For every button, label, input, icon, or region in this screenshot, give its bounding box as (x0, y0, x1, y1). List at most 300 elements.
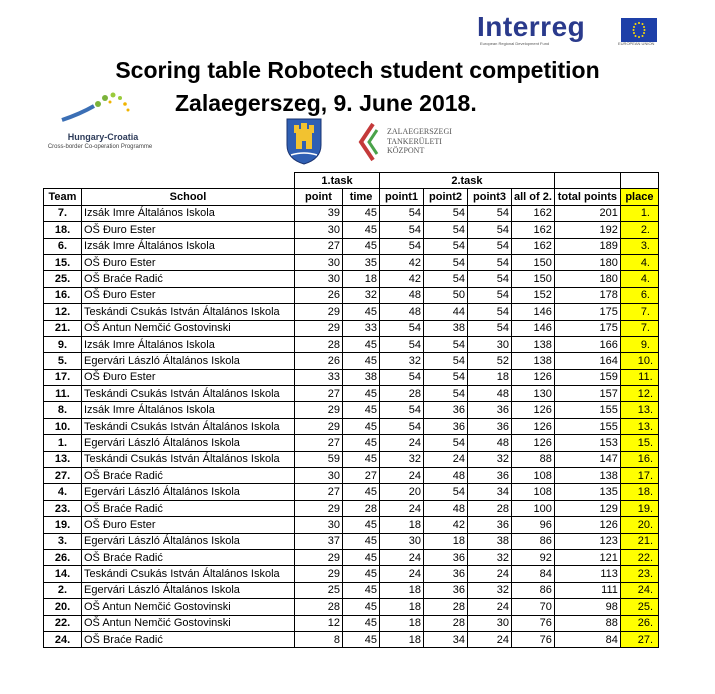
point2-cell: 54 (424, 484, 468, 500)
table-row (44, 631, 659, 647)
school-cell: Egervári László Általános Iskola (82, 582, 295, 598)
point2-cell: 44 (424, 304, 468, 320)
point2-cell: 54 (424, 222, 468, 238)
team-cell: 8. (44, 402, 82, 418)
col-point2: point2 (424, 189, 468, 205)
place-cell: 27. (620, 631, 658, 647)
place-cell: 13. (620, 418, 658, 434)
table-row (44, 287, 659, 303)
total-points-cell: 138 (554, 468, 620, 484)
table-row (44, 418, 659, 434)
school-cell: OŠ Đuro Ester (82, 254, 295, 270)
point2-cell: 54 (424, 435, 468, 451)
place-cell: 24. (620, 582, 658, 598)
point3-cell: 30 (468, 615, 512, 631)
task1-time-cell: 45 (343, 304, 380, 320)
point1-cell: 20 (380, 484, 424, 500)
team-cell: 7. (44, 205, 82, 221)
school-cell: OŠ Braće Radić (82, 271, 295, 287)
all2-cell: 126 (512, 369, 555, 385)
total-points-cell: 113 (554, 566, 620, 582)
table-row (44, 517, 659, 533)
point1-cell: 24 (380, 549, 424, 565)
point2-cell: 48 (424, 468, 468, 484)
table-row (44, 582, 659, 598)
place-cell: 11. (620, 369, 658, 385)
school-cell: OŠ Đuro Ester (82, 222, 295, 238)
task1-point-cell: 29 (295, 549, 343, 565)
task1-time-cell: 45 (343, 549, 380, 565)
school-cell: OŠ Antun Nemčić Gostovinski (82, 320, 295, 336)
point1-cell: 54 (380, 320, 424, 336)
school-cell: Egervári László Általános Iskola (82, 435, 295, 451)
team-cell: 26. (44, 549, 82, 565)
point2-cell: 48 (424, 500, 468, 516)
task1-time-cell: 45 (343, 336, 380, 352)
table-row (44, 205, 659, 221)
program-subtitle: Cross-border Co-operation Programme (47, 144, 153, 150)
all2-cell: 86 (512, 582, 555, 598)
school-cell: OŠ Antun Nemčić Gostovinski (82, 615, 295, 631)
task1-point-cell: 27 (295, 386, 343, 402)
point1-cell: 48 (380, 287, 424, 303)
table-row (44, 533, 659, 549)
point1-cell: 28 (380, 386, 424, 402)
table-row (44, 566, 659, 582)
school-cell: Egervári László Általános Iskola (82, 533, 295, 549)
team-cell: 12. (44, 304, 82, 320)
task1-time-cell: 45 (343, 582, 380, 598)
total-points-cell: 175 (554, 320, 620, 336)
point2-cell: 54 (424, 369, 468, 385)
total-points-cell: 153 (554, 435, 620, 451)
eu-flag-icon (621, 18, 657, 42)
column-header-row (44, 189, 659, 205)
place-cell: 22. (620, 549, 658, 565)
point3-cell: 32 (468, 451, 512, 467)
point3-cell: 36 (468, 468, 512, 484)
task1-point-cell: 37 (295, 533, 343, 549)
total-points-cell: 157 (554, 386, 620, 402)
all2-cell: 146 (512, 320, 555, 336)
team-cell: 10. (44, 418, 82, 434)
tankeruleti-kozpont-name (387, 127, 452, 156)
place-cell: 20. (620, 517, 658, 533)
point2-cell: 54 (424, 336, 468, 352)
point1-cell: 54 (380, 336, 424, 352)
point2-cell: 42 (424, 517, 468, 533)
task1-point-cell: 28 (295, 599, 343, 615)
place-cell: 4. (620, 254, 658, 270)
point1-cell: 18 (380, 631, 424, 647)
task1-time-cell: 35 (343, 254, 380, 270)
task1-point-cell: 26 (295, 287, 343, 303)
task1-point-cell: 27 (295, 435, 343, 451)
total-points-cell: 155 (554, 402, 620, 418)
empty-header-cell (554, 173, 620, 189)
col-place: place (620, 189, 658, 205)
point3-cell: 48 (468, 386, 512, 402)
school-cell: Teskándi Csukás István Általános Iskola (82, 418, 295, 434)
place-cell: 25. (620, 599, 658, 615)
all2-cell: 126 (512, 435, 555, 451)
task1-point-cell: 26 (295, 353, 343, 369)
total-points-cell: 126 (554, 517, 620, 533)
point1-cell: 48 (380, 304, 424, 320)
point1-cell: 54 (380, 418, 424, 434)
task1-point-cell: 29 (295, 402, 343, 418)
table-row (44, 336, 659, 352)
total-points-cell: 147 (554, 451, 620, 467)
point1-cell: 32 (380, 451, 424, 467)
task1-point-cell: 12 (295, 615, 343, 631)
total-points-cell: 192 (554, 222, 620, 238)
school-cell: Egervári László Általános Iskola (82, 353, 295, 369)
point1-cell: 30 (380, 533, 424, 549)
total-points-cell: 135 (554, 484, 620, 500)
place-cell: 9. (620, 336, 658, 352)
point3-cell: 48 (468, 435, 512, 451)
all2-cell: 162 (512, 222, 555, 238)
point3-cell: 54 (468, 320, 512, 336)
point1-cell: 42 (380, 271, 424, 287)
blank-header-cell (44, 173, 295, 189)
task1-time-cell: 45 (343, 451, 380, 467)
total-points-cell: 159 (554, 369, 620, 385)
task1-time-cell: 45 (343, 533, 380, 549)
point3-cell: 18 (468, 369, 512, 385)
team-cell: 13. (44, 451, 82, 467)
team-cell: 18. (44, 222, 82, 238)
place-cell: 18. (620, 484, 658, 500)
task1-point-cell: 59 (295, 451, 343, 467)
task1-point-cell: 30 (295, 271, 343, 287)
table-row (44, 549, 659, 565)
total-points-cell: 178 (554, 287, 620, 303)
team-cell: 24. (44, 631, 82, 647)
point2-cell: 28 (424, 599, 468, 615)
team-cell: 9. (44, 336, 82, 352)
total-points-cell: 111 (554, 582, 620, 598)
team-cell: 5. (44, 353, 82, 369)
all2-cell: 108 (512, 468, 555, 484)
point1-cell: 54 (380, 402, 424, 418)
point1-cell: 18 (380, 599, 424, 615)
col-time: time (343, 189, 380, 205)
total-points-cell: 98 (554, 599, 620, 615)
total-points-cell: 180 (554, 254, 620, 270)
team-cell: 6. (44, 238, 82, 254)
kz-line-3: KÖZPONT (387, 146, 425, 155)
school-cell: OŠ Braće Radić (82, 500, 295, 516)
point2-cell: 38 (424, 320, 468, 336)
point1-cell: 54 (380, 222, 424, 238)
place-cell: 1. (620, 205, 658, 221)
school-cell: Izsák Imre Általános Iskola (82, 402, 295, 418)
all2-cell: 130 (512, 386, 555, 402)
total-points-cell: 164 (554, 353, 620, 369)
table-row (44, 353, 659, 369)
all2-cell: 138 (512, 353, 555, 369)
point2-cell: 54 (424, 271, 468, 287)
team-cell: 23. (44, 500, 82, 516)
total-points-cell: 175 (554, 304, 620, 320)
point3-cell: 54 (468, 238, 512, 254)
point3-cell: 54 (468, 205, 512, 221)
point3-cell: 24 (468, 599, 512, 615)
total-points-cell: 155 (554, 418, 620, 434)
task1-point-cell: 29 (295, 320, 343, 336)
total-points-cell: 88 (554, 615, 620, 631)
all2-cell: 70 (512, 599, 555, 615)
point3-cell: 32 (468, 582, 512, 598)
point3-cell: 24 (468, 566, 512, 582)
task1-point-cell: 8 (295, 631, 343, 647)
all2-cell: 92 (512, 549, 555, 565)
place-cell: 6. (620, 287, 658, 303)
table-row (44, 484, 659, 500)
team-cell: 17. (44, 369, 82, 385)
table-row (44, 304, 659, 320)
place-cell: 15. (620, 435, 658, 451)
col-team: Team (44, 189, 82, 205)
point3-cell: 28 (468, 500, 512, 516)
task1-time-cell: 45 (343, 238, 380, 254)
table-row (44, 402, 659, 418)
task1-time-cell: 45 (343, 599, 380, 615)
table-row (44, 435, 659, 451)
task1-point-cell: 29 (295, 566, 343, 582)
point3-cell: 54 (468, 271, 512, 287)
point1-cell: 54 (380, 238, 424, 254)
point1-cell: 18 (380, 615, 424, 631)
all2-cell: 162 (512, 238, 555, 254)
point3-cell: 36 (468, 402, 512, 418)
program-name: Hungary-Croatia (67, 132, 139, 142)
task1-time-cell: 45 (343, 615, 380, 631)
total-points-cell: 84 (554, 631, 620, 647)
point3-cell: 32 (468, 549, 512, 565)
point3-cell: 24 (468, 631, 512, 647)
school-cell: OŠ Đuro Ester (82, 517, 295, 533)
point2-cell: 36 (424, 418, 468, 434)
place-cell: 7. (620, 320, 658, 336)
interreg-logo-text: Interreg (477, 11, 586, 42)
task1-time-cell: 45 (343, 353, 380, 369)
col-point3: point3 (468, 189, 512, 205)
page-subtitle: Zalaegerszeg, 9. June 2018. (175, 90, 477, 116)
total-points-cell: 201 (554, 205, 620, 221)
task1-time-cell: 45 (343, 631, 380, 647)
school-cell: OŠ Antun Nemčić Gostovinski (82, 599, 295, 615)
place-cell: 19. (620, 500, 658, 516)
point2-cell: 54 (424, 238, 468, 254)
team-cell: 1. (44, 435, 82, 451)
task1-time-cell: 45 (343, 484, 380, 500)
team-cell: 16. (44, 287, 82, 303)
team-cell: 25. (44, 271, 82, 287)
point1-cell: 24 (380, 566, 424, 582)
col-total: total points (554, 189, 620, 205)
task1-point-cell: 29 (295, 304, 343, 320)
table-row (44, 271, 659, 287)
point3-cell: 34 (468, 484, 512, 500)
table-row (44, 599, 659, 615)
table-row (44, 386, 659, 402)
point2-cell: 24 (424, 451, 468, 467)
place-cell: 23. (620, 566, 658, 582)
page-title: Scoring table Robotech student competition (115, 57, 600, 83)
table-row (44, 369, 659, 385)
point2-cell: 28 (424, 615, 468, 631)
task1-time-cell: 45 (343, 517, 380, 533)
point3-cell: 52 (468, 353, 512, 369)
tankeruleti-kozpont-logo-icon (357, 122, 379, 162)
team-cell: 27. (44, 468, 82, 484)
school-cell: Teskándi Csukás István Általános Iskola (82, 566, 295, 582)
point3-cell: 54 (468, 287, 512, 303)
all2-cell: 126 (512, 402, 555, 418)
task1-header: 1.task (295, 173, 380, 189)
col-point: point (295, 189, 343, 205)
school-cell: Izsák Imre Általános Iskola (82, 336, 295, 352)
total-points-cell: 123 (554, 533, 620, 549)
col-all2: all of 2. (512, 189, 555, 205)
point1-cell: 54 (380, 205, 424, 221)
task1-point-cell: 30 (295, 254, 343, 270)
point3-cell: 54 (468, 222, 512, 238)
school-cell: Egervári László Általános Iskola (82, 484, 295, 500)
point1-cell: 32 (380, 353, 424, 369)
total-points-cell: 189 (554, 238, 620, 254)
total-points-cell: 129 (554, 500, 620, 516)
point2-cell: 54 (424, 353, 468, 369)
point2-cell: 54 (424, 205, 468, 221)
task1-point-cell: 33 (295, 369, 343, 385)
point2-cell: 36 (424, 549, 468, 565)
point2-cell: 36 (424, 582, 468, 598)
task1-time-cell: 38 (343, 369, 380, 385)
all2-cell: 88 (512, 451, 555, 467)
task1-time-cell: 45 (343, 418, 380, 434)
table-row (44, 238, 659, 254)
task1-point-cell: 39 (295, 205, 343, 221)
team-cell: 21. (44, 320, 82, 336)
place-cell: 10. (620, 353, 658, 369)
school-cell: OŠ Đuro Ester (82, 369, 295, 385)
place-cell: 26. (620, 615, 658, 631)
school-cell: OŠ Braće Radić (82, 468, 295, 484)
all2-cell: 96 (512, 517, 555, 533)
school-cell: OŠ Braće Radić (82, 631, 295, 647)
all2-cell: 138 (512, 336, 555, 352)
school-cell: Teskándi Csukás István Általános Iskola (82, 386, 295, 402)
task1-point-cell: 29 (295, 500, 343, 516)
total-points-cell: 180 (554, 271, 620, 287)
place-cell: 21. (620, 533, 658, 549)
school-cell: Izsák Imre Általános Iskola (82, 238, 295, 254)
team-cell: 11. (44, 386, 82, 402)
total-points-cell: 166 (554, 336, 620, 352)
place-cell: 13. (620, 402, 658, 418)
task1-time-cell: 45 (343, 402, 380, 418)
school-cell: Teskándi Csukás István Általános Iskola (82, 304, 295, 320)
table-row (44, 320, 659, 336)
point1-cell: 24 (380, 500, 424, 516)
col-school: School (82, 189, 295, 205)
task1-point-cell: 28 (295, 336, 343, 352)
point2-cell: 36 (424, 402, 468, 418)
table-row (44, 451, 659, 467)
group-header-row (44, 173, 659, 189)
table-row (44, 254, 659, 270)
team-cell: 4. (44, 484, 82, 500)
all2-cell: 76 (512, 615, 555, 631)
all2-cell: 162 (512, 205, 555, 221)
point2-cell: 34 (424, 631, 468, 647)
point2-cell: 18 (424, 533, 468, 549)
table-row (44, 500, 659, 516)
task1-point-cell: 27 (295, 484, 343, 500)
team-cell: 2. (44, 582, 82, 598)
point1-cell: 24 (380, 468, 424, 484)
point3-cell: 38 (468, 533, 512, 549)
point2-cell: 36 (424, 566, 468, 582)
team-cell: 15. (44, 254, 82, 270)
school-cell: Teskándi Csukás István Általános Iskola (82, 451, 295, 467)
task1-time-cell: 27 (343, 468, 380, 484)
point1-cell: 18 (380, 517, 424, 533)
team-cell: 3. (44, 533, 82, 549)
task1-time-cell: 45 (343, 222, 380, 238)
interreg-subtitle: European Regional Development Fund (480, 41, 550, 46)
team-cell: 14. (44, 566, 82, 582)
all2-cell: 146 (512, 304, 555, 320)
task1-point-cell: 30 (295, 468, 343, 484)
all2-cell: 126 (512, 418, 555, 434)
team-cell: 19. (44, 517, 82, 533)
all2-cell: 84 (512, 566, 555, 582)
task1-time-cell: 45 (343, 435, 380, 451)
point3-cell: 54 (468, 254, 512, 270)
task1-time-cell: 45 (343, 205, 380, 221)
table-row (44, 615, 659, 631)
task1-time-cell: 18 (343, 271, 380, 287)
team-cell: 20. (44, 599, 82, 615)
point3-cell: 54 (468, 304, 512, 320)
kz-line-1: ZALAEGERSZEGI (387, 127, 452, 136)
point1-cell: 54 (380, 369, 424, 385)
all2-cell: 108 (512, 484, 555, 500)
empty-header-cell (620, 173, 658, 189)
table-body (44, 205, 659, 648)
team-cell: 22. (44, 615, 82, 631)
point2-cell: 54 (424, 386, 468, 402)
point3-cell: 36 (468, 418, 512, 434)
school-cell: OŠ Braće Radić (82, 549, 295, 565)
task1-point-cell: 30 (295, 222, 343, 238)
col-point1: point1 (380, 189, 424, 205)
point3-cell: 36 (468, 517, 512, 533)
table-row (44, 468, 659, 484)
point3-cell: 30 (468, 336, 512, 352)
city-crest-icon (285, 115, 323, 165)
place-cell: 4. (620, 271, 658, 287)
task1-point-cell: 27 (295, 238, 343, 254)
total-points-cell: 121 (554, 549, 620, 565)
point1-cell: 24 (380, 435, 424, 451)
point2-cell: 50 (424, 287, 468, 303)
